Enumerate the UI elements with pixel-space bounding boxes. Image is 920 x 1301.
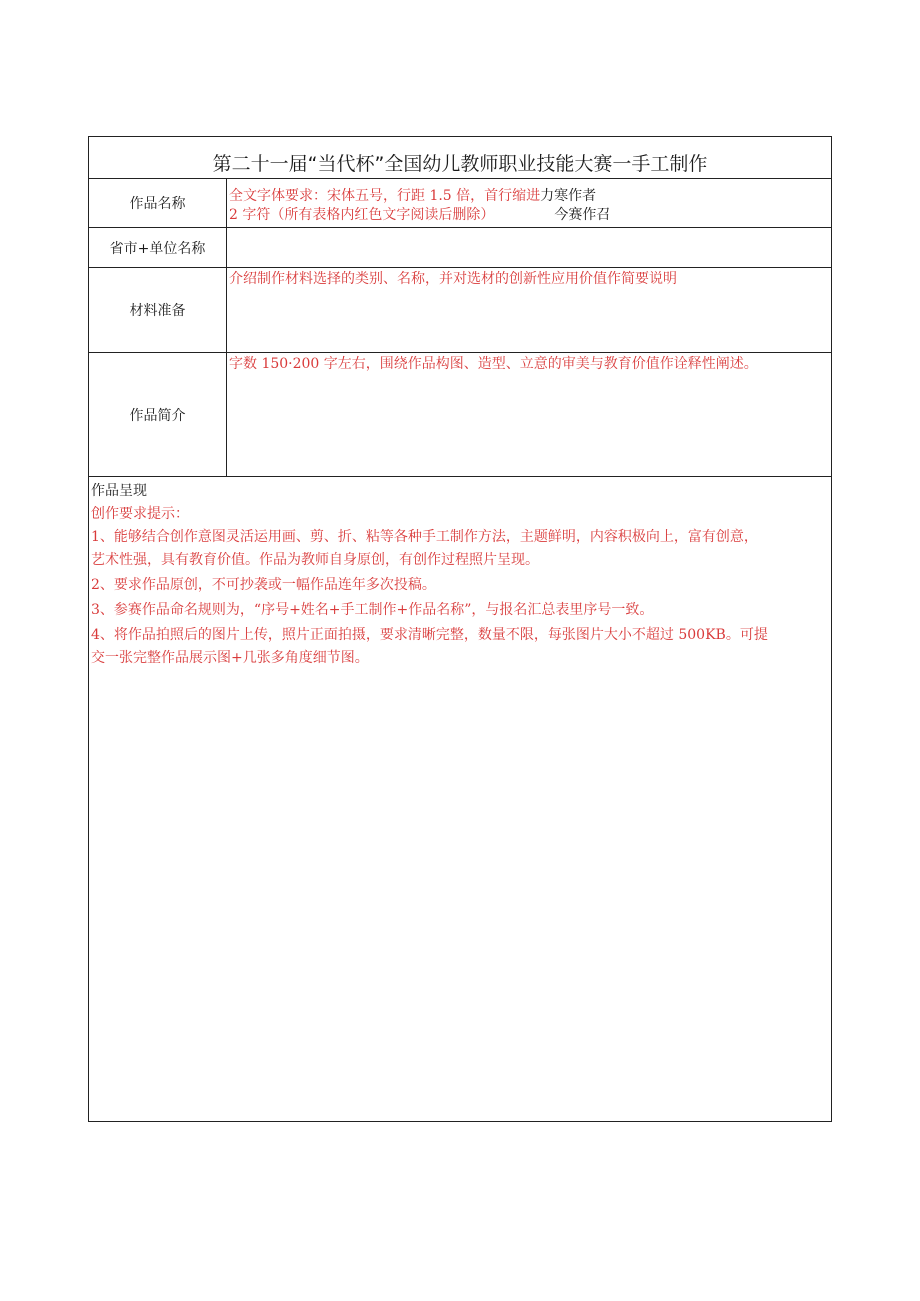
field-intro[interactable]: [227, 353, 831, 476]
red-text-delete-note: 2 字符（所有表格内红色文字阅读后删除）: [229, 207, 495, 223]
font-requirement-note: 全文字体要求：宋体五号，行距 1.5 倍，首行缩进: [229, 188, 541, 204]
label-unit: 省市+单位名称: [89, 228, 227, 267]
tip-2: 2、要求作品原创，不可抄袭或一幅作品连年多次投稿。: [91, 577, 436, 593]
overlap-text-2: 今赛作召: [554, 207, 611, 223]
label-intro: 作品简介: [89, 353, 227, 476]
entry-form-table: [88, 136, 832, 1122]
tip-1-line-2: 艺术性强，具有教育价值。作品为教师自身原创，有创作过程照片呈现。: [91, 552, 539, 568]
field-unit[interactable]: [227, 228, 831, 267]
row-unit: [89, 228, 831, 268]
presentation-heading: 作品呈现: [91, 483, 147, 499]
tip-4-line-1: 4、将作品拍照后的图片上传，照片正面拍摄，要求清晰完整，数量不限，每张图片大小不超过 500KB。可提: [91, 627, 768, 643]
row-intro: [89, 353, 831, 477]
presentation-area[interactable]: [89, 476, 831, 674]
form-title: 第二十一届“当代杯”全国幼儿教师职业技能大赛一手工制作: [89, 137, 831, 179]
overlap-text-1: 力寒作者: [540, 188, 597, 204]
row-materials: [89, 268, 831, 353]
tip-3: 3、参赛作品命名规则为，“序号+姓名+手工制作+作品名称”，与报名汇总表里序号一致。: [91, 602, 654, 618]
tip-1-line-1: 1、能够结合创作意图灵活运用画、剪、折、粘等各种手工制作方法，主题鲜明，内容积极向上，富有创意，: [91, 529, 758, 545]
row-work-name: [89, 179, 831, 228]
label-work-name: 作品名称: [89, 179, 227, 227]
label-materials: 材料准备: [89, 268, 227, 352]
materials-note: 介绍制作材料选择的类别、名称，并对选材的创新性应用价值作简要说明: [229, 271, 677, 287]
field-materials[interactable]: [227, 268, 831, 352]
intro-note: 字数 150·200 字左右，围绕作品构图、造型、立意的审美与教育价值作诠释性阐述。: [229, 356, 758, 372]
tips-heading: 创作要求提示：: [91, 506, 189, 522]
tip-4-line-2: 交一张完整作品展示图+几张多角度细节图。: [91, 650, 369, 666]
field-work-name[interactable]: [227, 179, 831, 227]
